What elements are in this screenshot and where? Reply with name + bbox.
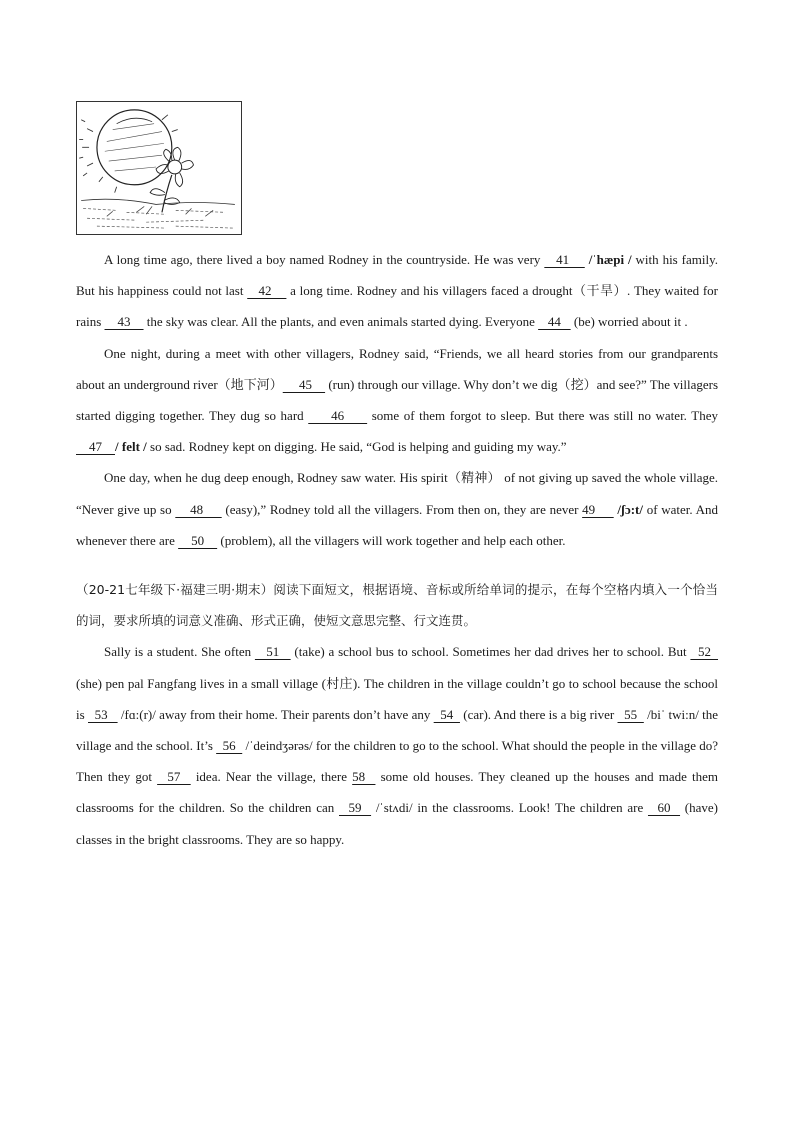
answer-blank[interactable]: 46	[308, 408, 368, 424]
text-run: (she) pen pal Fangfang lives in a small village (村庄). The children in the village couldn’t go to school because the school is	[76, 675, 718, 722]
text-run: (take) a school bus to school. Sometimes her dad drives her to school. But	[290, 644, 691, 660]
answer-blank[interactable]: 54	[433, 706, 460, 722]
passage1-paragraph-3	[76, 462, 718, 556]
text-run: (have) classes in the bright classrooms. They are so happy.	[76, 800, 719, 847]
answer-blank[interactable]: 47	[76, 439, 115, 455]
text-run: a long time. Rodney and his villagers faced a drought（干旱）. They waited for rains	[76, 283, 718, 330]
text-run: A long time ago, there lived a boy named Rodney in the countryside. He was very	[104, 252, 545, 267]
answer-blank[interactable]: 56	[216, 738, 243, 754]
section2-instructions: （20-21七年级下·福建三明·期末）阅读下面短文，根据语境、音标或所给单词的提示，在每个空格内填入一个恰当的词，要求所填的词意义准确、形式正确，使短文意思完整、行文连贯。	[76, 582, 718, 629]
answer-blank[interactable]: 60	[647, 800, 681, 816]
answer-blank[interactable]: 58	[352, 769, 376, 785]
text-run: of water. And whenever there are	[76, 501, 719, 548]
phonetic-hint: / felt /	[115, 439, 147, 455]
text-run: so sad. Rodney kept on digging. He said, “God is helping and guiding my way.”	[146, 439, 567, 455]
text-run: (run) through our village. Why don’t we dig（挖）and see?” The villagers started digging together. They dug so hard	[76, 376, 719, 424]
answer-blank[interactable]: 48	[175, 501, 222, 517]
passage2-paragraph-1	[76, 636, 718, 854]
text-run: /ˈstʌdi/ in the classrooms. Look! The children are	[371, 800, 648, 816]
text-run: (be) worried about it .	[570, 314, 688, 330]
answer-blank[interactable]: 55	[617, 706, 644, 722]
answer-blank[interactable]: 52	[690, 644, 719, 660]
answer-blank[interactable]: 41	[544, 252, 585, 267]
answer-blank[interactable]: 45	[282, 376, 326, 392]
text-run: some of them forgot to sleep. But there was still no water. They	[367, 408, 718, 424]
text-run: some old houses. They cleaned up the houses and made them classrooms for the children. So the children can	[76, 769, 719, 816]
phonetic-hint: /ˈhæpi /	[588, 252, 632, 267]
answer-blank[interactable]: 59	[339, 800, 372, 816]
answer-blank[interactable]: 49	[582, 501, 614, 517]
text-run: with his family. But his happiness could not last	[76, 252, 719, 299]
answer-blank[interactable]: 43	[104, 314, 144, 330]
text-run: /biˈ twi:n/ the village and the school. It’s	[76, 706, 719, 754]
answer-blank[interactable]: 44	[538, 314, 571, 330]
text-run: (easy),” Rodney told all the villagers. From then on, they are never	[221, 501, 583, 517]
text-run: /ˈdeindʒərəs/ for the children to go to the school. What should the people in the village do? Then they got	[76, 738, 719, 785]
text-run: (problem), all the villagers will work together and help each other.	[217, 532, 566, 548]
phonetic-hint: /ʃɔ:t/	[617, 501, 643, 517]
answer-blank[interactable]: 57	[157, 769, 191, 785]
document-body	[76, 244, 718, 855]
illustration-sun-flower	[76, 101, 242, 235]
text-run: the sky was clear. All the plants, and even animals started dying. Everyone	[143, 314, 539, 330]
answer-blank[interactable]: 53	[88, 706, 118, 722]
passage1-paragraph-1	[76, 244, 718, 338]
text-run: (car). And there is a big river	[459, 706, 618, 722]
answer-blank[interactable]: 50	[178, 532, 218, 548]
answer-blank[interactable]: 42	[247, 283, 287, 299]
text-run: Sally is a student. She often	[104, 644, 255, 660]
text-run: idea. Near the village, there	[190, 769, 353, 785]
text-run: One day, when he dug deep enough, Rodney saw water. His spirit（精神） of not giving up saved the whole village. “Never give up so	[76, 470, 718, 517]
text-run: /fɑ:(r)/ away from their home. Their parents don’t have any	[117, 706, 434, 722]
sun-flower-drawing	[77, 102, 241, 234]
answer-blank[interactable]: 51	[254, 644, 291, 660]
passage1-paragraph-2	[76, 338, 718, 463]
text-run: One night, during a meet with other villagers, Rodney said, “Friends, we all heard stories from our grandparents about an underground river（地下河）	[76, 345, 718, 392]
